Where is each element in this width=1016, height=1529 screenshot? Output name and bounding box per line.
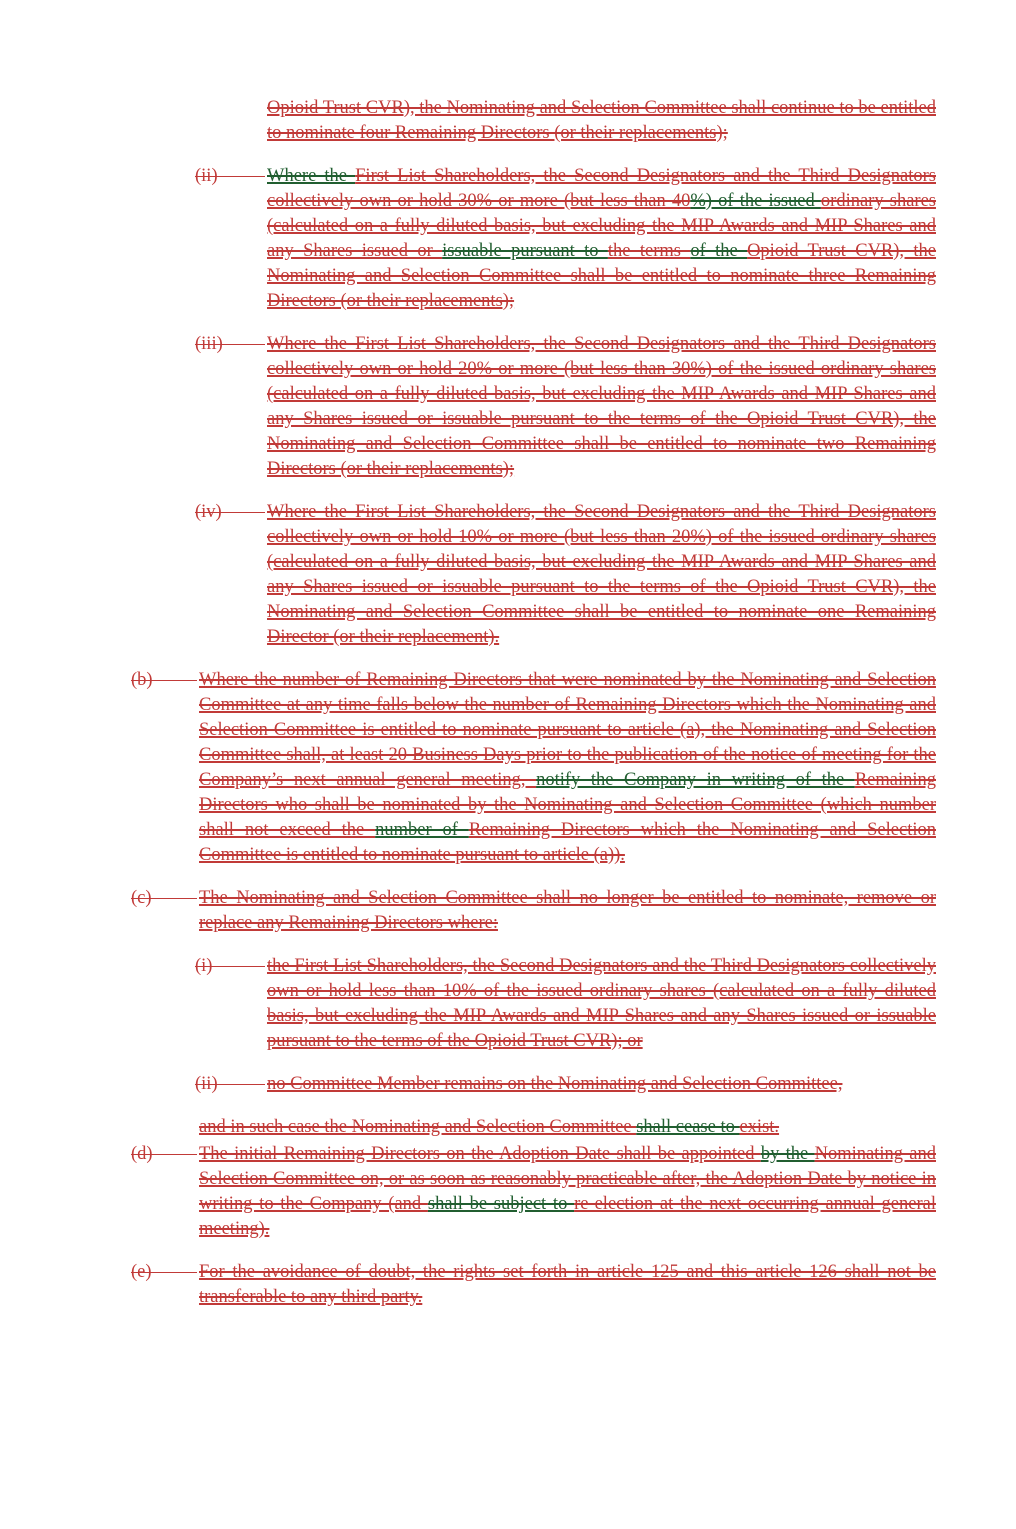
deleted-text: First List Shareholders, the Second Designators and the Third Designators collectively own or hold 30% or more (but less than 40 (267, 166, 936, 211)
list-marker: (c) (131, 886, 199, 911)
clause-a-ii (195, 164, 936, 314)
deleted-text: Where the number of Remaining Directors that were nominated by the Nominating and Selection Committee at any time falls below the number of Remaining Directors which the Nominating and Selection Committee is entitled to nominate pursuant to article (a), the Nominating and Selection Committee shall, at least 20 Business Days prior to the publication of the notice of meeting for the Company’s next annual general meeting, (199, 670, 936, 790)
clause-d (131, 1142, 936, 1242)
list-marker: (i) (195, 954, 267, 979)
clause-a-iv (195, 500, 936, 650)
deleted-text: the terms (607, 241, 691, 261)
clause-c-ii (195, 1072, 936, 1097)
deleted-text: no Committee Member remains on the Nominating and Selection Committee, (267, 1074, 843, 1094)
deleted-text: exist. (739, 1117, 780, 1137)
deleted-text: Nominating and Selection Committee on, or as soon as reasonably practicable after, the Adoption Date by notice in writing to the Company (and (199, 1144, 936, 1214)
list-marker: (e) (131, 1260, 199, 1285)
deleted-text: Opioid Trust CVR), the Nominating and Selection Committee shall be entitled to nominate three Remaining Directors (or their replacements); (267, 241, 937, 311)
clause-c-closing (131, 1115, 936, 1140)
deleted-text: re-election at the next occurring annual general meeting). (199, 1194, 936, 1239)
list-marker: (ii) (195, 1072, 267, 1097)
clause-continuation-a-i (267, 96, 936, 146)
moved-deleted-text: Where the (267, 166, 356, 186)
list-marker: (b) (131, 668, 199, 693)
moved-deleted-text: number of (375, 820, 469, 840)
deleted-text: Remaining Directors which the Nominating and Selection Committee is entitled to nominate pursuant to article (a)). (199, 820, 936, 865)
clause-a-iii (195, 332, 936, 482)
clause-c-i (195, 954, 936, 1054)
deleted-text: ordinary shares (calculated on a fully diluted basis, but excluding the MIP Awards and MIP Shares and any Shares issued or (267, 191, 936, 261)
moved-deleted-text: notify the Company in writing of the (536, 770, 855, 790)
list-marker: (iv) (195, 500, 267, 525)
list-marker: (ii) (195, 164, 267, 189)
deleted-text: For the avoidance of doubt, the rights set forth in article 125 and this article 126 shall not be transferable to any third party. (199, 1262, 936, 1307)
list-marker: (d) (131, 1142, 199, 1167)
moved-deleted-text: %) of the issued (690, 191, 821, 211)
deleted-text: Opioid Trust CVR), the Nominating and Selection Committee shall continue to be entitled to nominate four Remaining Directors (or their replacements); (267, 98, 936, 143)
deleted-text: Where the First List Shareholders, the Second Designators and the Third Designators collectively own or hold 10% or more (but less than 20%) of the issued ordinary shares (calculated on a fully diluted basis, but excluding the MIP Awards and MIP Shares and any Shares issued or issuable pursuant to the terms of the Opioid Trust CVR), the Nominating and Selection Committee shall be entitled to nominate one Remaining Director (or their replacement). (267, 502, 936, 647)
deleted-text: Remaining Directors who shall be nominated by the Nominating and Selection Committee (which number shall not exceed the (199, 770, 936, 840)
clause-c (131, 886, 936, 936)
moved-deleted-text: shall cease to (636, 1117, 740, 1137)
deleted-text: The initial Remaining Directors on the Adoption Date shall be appointed (199, 1144, 761, 1164)
moved-deleted-text: issuable pursuant to (442, 241, 608, 261)
moved-deleted-text: by the (760, 1144, 815, 1164)
clause-e (131, 1260, 936, 1310)
deleted-text: The Nominating and Selection Committee shall no longer be entitled to nominate, remove or replace any Remaining Directors where: (199, 888, 936, 933)
deleted-text: and in such case the Nominating and Selection Committee (199, 1117, 637, 1137)
list-marker: (iii) (195, 332, 267, 357)
deleted-text: Where the First List Shareholders, the Second Designators and the Third Designators collectively own or hold 20% or more (but less than 30%) of the issued ordinary shares (calculated on a fully diluted basis, but excluding the MIP Awards and MIP Shares and any Shares issued or issuable pursuant to the terms of the Opioid Trust CVR), the Nominating and Selection Committee shall be entitled to nominate two Remaining Directors (or their replacements); (267, 334, 936, 479)
clause-b (131, 668, 936, 868)
moved-deleted-text: shall be subject to (427, 1194, 575, 1214)
deleted-text: the First List Shareholders, the Second Designators and the Third Designators collectively own or hold less than 10% of the issued ordinary shares (calculated on a fully diluted basis, but excluding the MIP Awards and MIP Shares and any Shares issued or issuable pursuant to the terms of the Opioid Trust CVR); or (267, 956, 936, 1051)
moved-deleted-text: of the (690, 241, 748, 261)
